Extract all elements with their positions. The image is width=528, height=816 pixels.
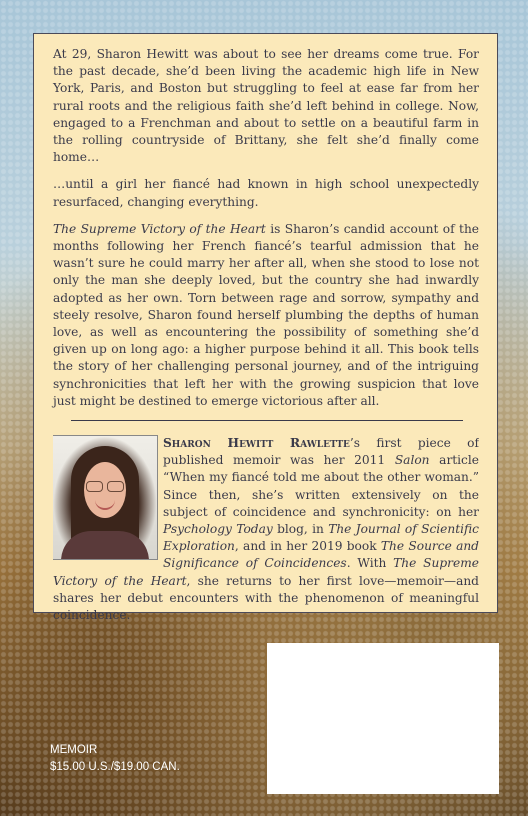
blurb-paragraph-2: …until a girl her fiancé had known in high school unexpectedly resurfaced, changing everything. <box>53 177 479 209</box>
genre-label: MEMOIR <box>50 744 98 756</box>
author-bio: Sharon Hewitt Rawlette’s first piece of published memoir was her 2011 Salon article “When my fiancé told me about the other woman.” Since then, she’s written extensively on the subject of coincidence and synchronicity: on her Psychology Today blog, in The Journal of Scientific Exploration, and in her 2019 book The Source and Significance of Coincidences. With The Supreme Victory of the Heart, she returns to her first love—memoir—and shares her debut encounters with the phenomenon of meaningful coincidence. <box>53 436 479 623</box>
divider-line <box>71 420 463 421</box>
blurb-paragraph-3: The Supreme Victory of the Heart is Sharon’s candid account of the months following her French fiancé’s tearful admission that he wasn’t sure he could marry her after all, when she stood to lose not only the man she deeply loved, but the country she had inwardly adopted as her own. Torn between rage and sorrow, sympathy and steely resolve, Sharon found herself plumbing the depths of human love, as well as encountering the possibility of something she’d given up on long ago: a higher purpose behind it all. This book tells the story of her challenging personal journey, and of the intriguing synchronicities that left her with the growing suspicion that love just might be destined to emerge victorious after all. <box>53 221 479 408</box>
price-label: $15.00 U.S./$19.00 CAN. <box>50 761 180 773</box>
book-title: The Supreme Victory of the Heart <box>53 221 266 236</box>
author-name: Sharon Hewitt Rawlette <box>163 436 350 451</box>
blurb-paragraph-1: At 29, Sharon Hewitt was about to see her dreams come true. For the past decade, she’d been living the academic high life in New York, Paris, and Boston but struggling to feel at ease far from her rural roots and the religious faith she’d left behind in college. Now, engaged to a Frenchman and about to settle on a beautiful farm in the rolling countryside of Brittany, she felt she’d finally come home… <box>53 47 479 165</box>
author-photo <box>53 435 158 560</box>
back-cover-text-panel <box>33 33 498 623</box>
barcode-area <box>267 643 499 794</box>
